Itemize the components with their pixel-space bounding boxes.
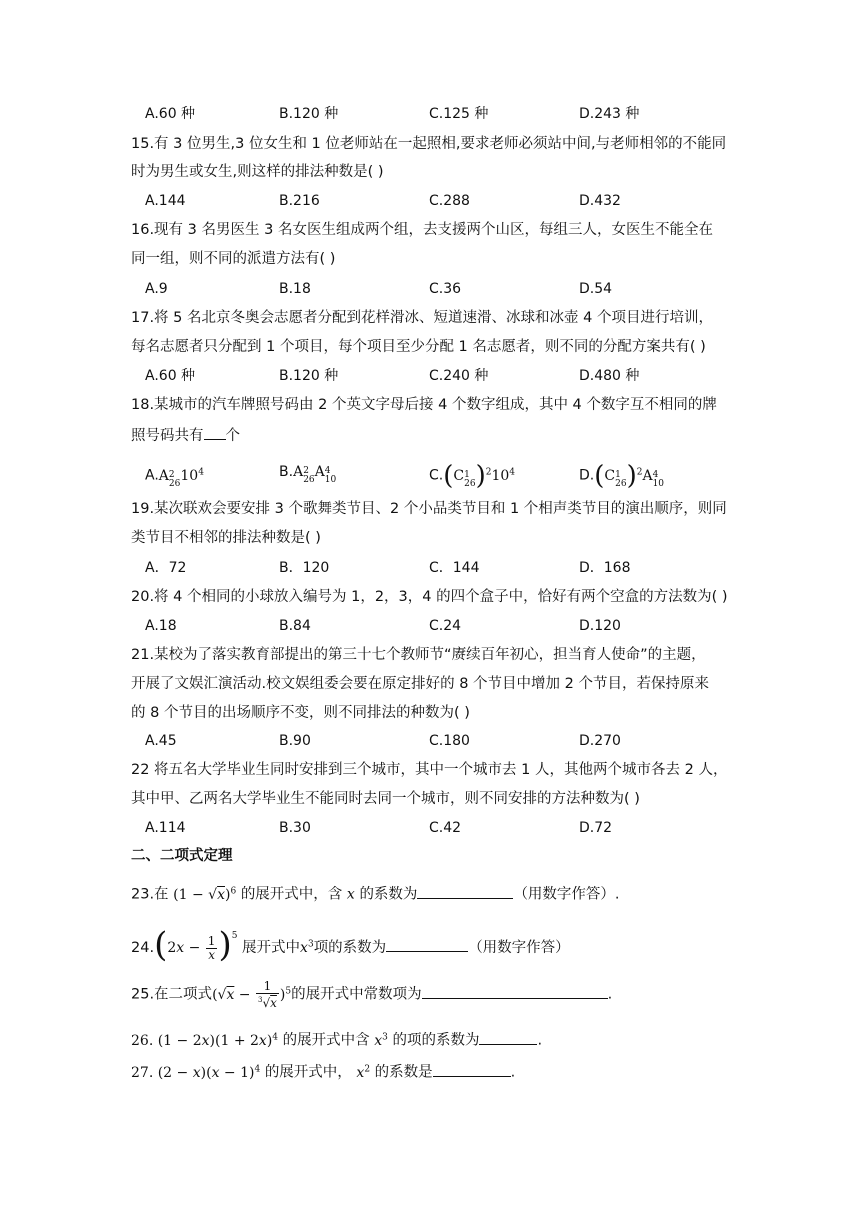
option-d: D.432 <box>579 193 621 209</box>
q25-middle: 的展开式中常数项为 <box>291 986 422 1003</box>
q22-line2: 其中甲、乙两名大学毕业生不能同时去同一个城市，则不同安排的方法种数为( ) <box>131 791 640 807</box>
q18-line1: 18.某城市的汽车牌照号码由 2 个英文字母后接 4 个数字组成，其中 4 个数字互不相同的牌 <box>131 397 717 413</box>
option-b: B.18 <box>279 281 311 297</box>
option-d: D.243 种 <box>579 106 640 122</box>
answer-blank <box>386 937 468 952</box>
formula: (2x − $\frac{1}{x}$ )$^5$ <box>154 925 238 965</box>
q24-line <box>131 922 570 965</box>
q26-suffix2: . <box>537 1032 543 1049</box>
option-letter: A. <box>145 467 159 484</box>
option-c: C.180 <box>429 733 470 749</box>
option-c: C.125 种 <box>429 106 489 122</box>
formula: (C 1 26 )$^2$A 4 10 <box>594 460 665 491</box>
option-b: B．120 <box>279 560 330 576</box>
q18-line2 <box>131 425 240 446</box>
option-a: A.60 种 <box>145 106 196 122</box>
q17-line1: 17.将 5 名北京冬奥会志愿者分配到花样滑冰、短道速滑、冰球和冰壶 4 个项目进行培训， <box>131 310 713 326</box>
option-c: C．144 <box>429 560 480 576</box>
q16-line2: 同一组，则不同的派遣方法有( ) <box>131 251 336 267</box>
q25-line <box>131 977 612 1010</box>
q19-line2: 类节目不相邻的排法种数是( ) <box>131 530 321 546</box>
q18-options <box>145 460 745 491</box>
formula: $(1 - √x)^6$ <box>173 886 237 903</box>
q27-suffix2: . <box>510 1064 516 1081</box>
q20-line1: 20.将 4 个相同的小球放入编号为 1，2，3，4 的四个盒子中，恰好有两个空盒的方法数为( ) <box>131 589 728 605</box>
formula: (√x − $\frac{1}{^3√x}$ )$^5$ <box>212 978 292 1010</box>
option-a: A.114 <box>145 820 186 836</box>
option-b <box>279 462 336 485</box>
option-d <box>579 462 664 489</box>
option-c: C.36 <box>429 281 462 297</box>
option-letter: D. <box>579 467 595 484</box>
option-b: B.84 <box>279 618 311 634</box>
q21-line2: 开展了文娱汇演活动.校文娱组委会要在原定排好的 8 个节目中增加 2 个节目，若保持原来 <box>131 676 709 692</box>
q16-options <box>145 279 745 299</box>
option-d: D．168 <box>579 560 631 576</box>
option-a: A.9 <box>145 281 168 297</box>
q27-middle: 的展开式中， <box>264 1064 352 1081</box>
q15-line1: 15.有 3 位男生,3 位女生和 1 位老师站在一起照相,要求老师必须站中间,与老师相邻的不能同 <box>131 136 727 152</box>
q21-line3: 的 8 个节目的出场顺序不变，则不同排法的种数为( ) <box>131 705 470 721</box>
formula: A 2 26 A 4 10 <box>293 464 337 485</box>
q16-line1: 16.现有 3 名男医生 3 名女医生组成两个组，去支援两个山区，每组三人，女医生不能全在 <box>131 222 713 238</box>
q19-line1: 19.某次联欢会要安排 3 个歌舞类节目、2 个小品类节目和 1 个相声类节目的演出顺序，则同 <box>131 501 727 517</box>
q20-options <box>145 616 745 636</box>
answer-blank <box>417 884 513 899</box>
q14-options <box>145 104 745 124</box>
formula: 27. $(2 - x)(x - 1)^4$ <box>131 1064 261 1081</box>
option-c: C.288 <box>429 193 470 209</box>
q18-line2-prefix: 照号码共有 <box>131 428 204 444</box>
q15-options <box>145 191 745 211</box>
option-b: B.30 <box>279 820 311 836</box>
option-b: B.216 <box>279 193 320 209</box>
option-d: D.72 <box>579 820 613 836</box>
q24-suffix2: （用数字作答） <box>468 940 570 956</box>
q17-line2: 每名志愿者只分配到 1 个项目，每个项目至少分配 1 名志愿者，则不同的分配方案共有( ) <box>131 339 706 355</box>
q23-middle: 的展开式中，含 <box>240 886 343 903</box>
q21-line1: 21.某校为了落实教育部提出的第三十七个教师节“赓续百年初心，担当育人使命”的主题， <box>131 647 706 663</box>
option-d: D.54 <box>579 281 613 297</box>
answer-blank <box>433 1062 511 1077</box>
q24-prefix: 24. <box>131 940 155 956</box>
q27-line <box>131 1059 515 1083</box>
q23-var: x <box>346 886 355 903</box>
q19-options <box>145 558 745 578</box>
formula: (C 1 26 )$^210^4$ <box>443 460 516 491</box>
q17-options <box>145 366 745 386</box>
formula: 26. $(1 - 2x)(1 + 2x)^4$ <box>131 1032 279 1049</box>
q26-line <box>131 1027 542 1051</box>
option-b: B.120 种 <box>279 106 339 122</box>
option-c: C.240 种 <box>429 368 489 384</box>
q21-options <box>145 731 745 751</box>
q25-suffix: . <box>607 986 613 1003</box>
q23-prefix: 23.在 <box>131 886 169 903</box>
option-d: D.120 <box>579 618 621 634</box>
q18-line2-suffix: 个 <box>225 428 240 444</box>
option-c: C.24 <box>429 618 462 634</box>
q24-middle: 展开式中 <box>242 940 301 956</box>
option-letter: C. <box>429 467 444 484</box>
option-a: A.60 种 <box>145 368 196 384</box>
q22-line1: 22 将五名大学毕业生同时安排到三个城市，其中一个城市去 1 人，其他两个城市各去 2 人， <box>131 762 728 778</box>
q24-suffix1: 项的系数为 <box>313 940 387 956</box>
q22-options <box>145 818 745 838</box>
q27-suffix1: 的系数是 <box>374 1064 433 1081</box>
q23-line <box>131 881 620 905</box>
option-a: A.144 <box>145 193 186 209</box>
q15-line2: 时为男生或女生,则这样的排法种数是( ) <box>131 164 384 180</box>
option-c: C.42 <box>429 820 462 836</box>
option-letter: B. <box>279 464 294 480</box>
x-cubed: $x^3$ <box>300 939 314 956</box>
option-a: A．72 <box>145 560 187 576</box>
answer-blank <box>422 984 608 999</box>
q26-suffix1: 的项的系数为 <box>392 1032 480 1049</box>
answer-blank <box>204 425 226 440</box>
section-heading: 二、二项式定理 <box>131 848 233 864</box>
option-a: A.45 <box>145 733 177 749</box>
q23-suffix1: 的系数为 <box>359 886 418 903</box>
option-a: A.18 <box>145 618 177 634</box>
q23-suffix2: （用数字作答）. <box>513 886 620 903</box>
option-d: D.480 种 <box>579 368 640 384</box>
formula: A 2 26 $10^4$ <box>158 467 204 489</box>
option-c <box>429 462 515 489</box>
x-squared: $x^2$ <box>356 1064 371 1081</box>
answer-blank <box>479 1030 537 1045</box>
option-b: B.120 种 <box>279 368 339 384</box>
q26-middle: 的展开式中含 <box>282 1032 370 1049</box>
option-b: B.90 <box>279 733 311 749</box>
option-d: D.270 <box>579 733 621 749</box>
q25-prefix: 25.在二项式 <box>131 986 213 1003</box>
option-a <box>145 462 204 489</box>
x-cubed: $x^3$ <box>374 1032 388 1049</box>
